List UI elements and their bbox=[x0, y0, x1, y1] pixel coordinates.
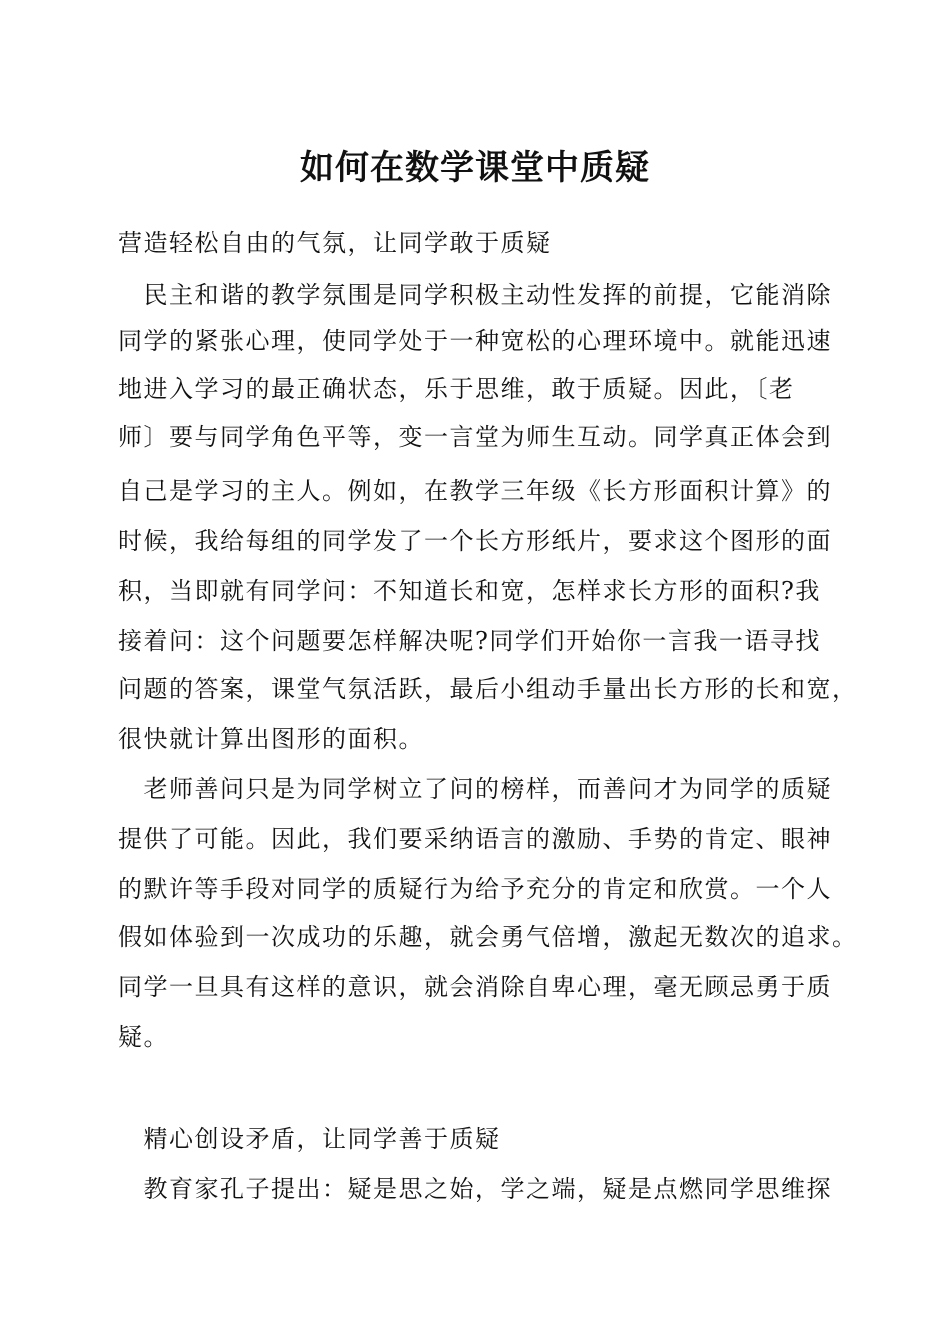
document-title: 如何在数学课堂中质疑 bbox=[300, 148, 650, 188]
paragraph-line: 同学一旦具有这样的意识，就会消除自卑心理，毫无顾忌勇于质 bbox=[118, 973, 832, 1001]
paragraph-line: 问题的答案，课堂气氛活跃，最后小组动手量出长方形的长和宽， bbox=[118, 675, 858, 703]
paragraph-line: 自己是学习的主人。例如，在教学三年级《长方形面积计算》的 bbox=[118, 477, 832, 505]
paragraph-line: 时候，我给每组的同学发了一个长方形纸片，要求这个图形的面 bbox=[118, 527, 832, 555]
paragraph-line: 疑。 bbox=[118, 1023, 169, 1051]
paragraph-line: 很快就计算出图形的面积。 bbox=[118, 725, 424, 753]
section-heading-1: 营造轻松自由的气氛，让同学敢于质疑 bbox=[118, 229, 552, 257]
section-heading-2: 精心创设矛盾，让同学善于质疑 bbox=[118, 1125, 501, 1153]
paragraph-line: 同学的紧张心理，使同学处于一种宽松的心理环境中。就能迅速 bbox=[118, 327, 832, 355]
paragraph-line: 师〕要与同学角色平等，变一言堂为师生互动。同学真正体会到 bbox=[118, 423, 832, 451]
paragraph-line: 积，当即就有同学问：不知道长和宽，怎样求长方形的面积?我 bbox=[118, 577, 821, 605]
paragraph-line: 的默许等手段对同学的质疑行为给予充分的肯定和欣赏。一个人 bbox=[118, 875, 832, 903]
paragraph-line: 教育家孔子提出：疑是思之始，学之端，疑是点燃同学思维探 bbox=[118, 1175, 832, 1203]
paragraph-line: 接着问：这个问题要怎样解决呢?同学们开始你一言我一语寻找 bbox=[118, 627, 821, 655]
paragraph-line: 民主和谐的教学氛围是同学积极主动性发挥的前提，它能消除 bbox=[118, 281, 832, 309]
paragraph-line: 假如体验到一次成功的乐趣，就会勇气倍增，激起无数次的追求。 bbox=[118, 923, 858, 951]
paragraph-line: 提供了可能。因此，我们要采纳语言的激励、手势的肯定、眼神 bbox=[118, 825, 832, 853]
paragraph-line: 地进入学习的最正确状态，乐于思维，敢于质疑。因此，〔老 bbox=[118, 375, 795, 403]
paragraph-line: 老师善问只是为同学树立了问的榜样，而善问才为同学的质疑 bbox=[118, 775, 832, 803]
